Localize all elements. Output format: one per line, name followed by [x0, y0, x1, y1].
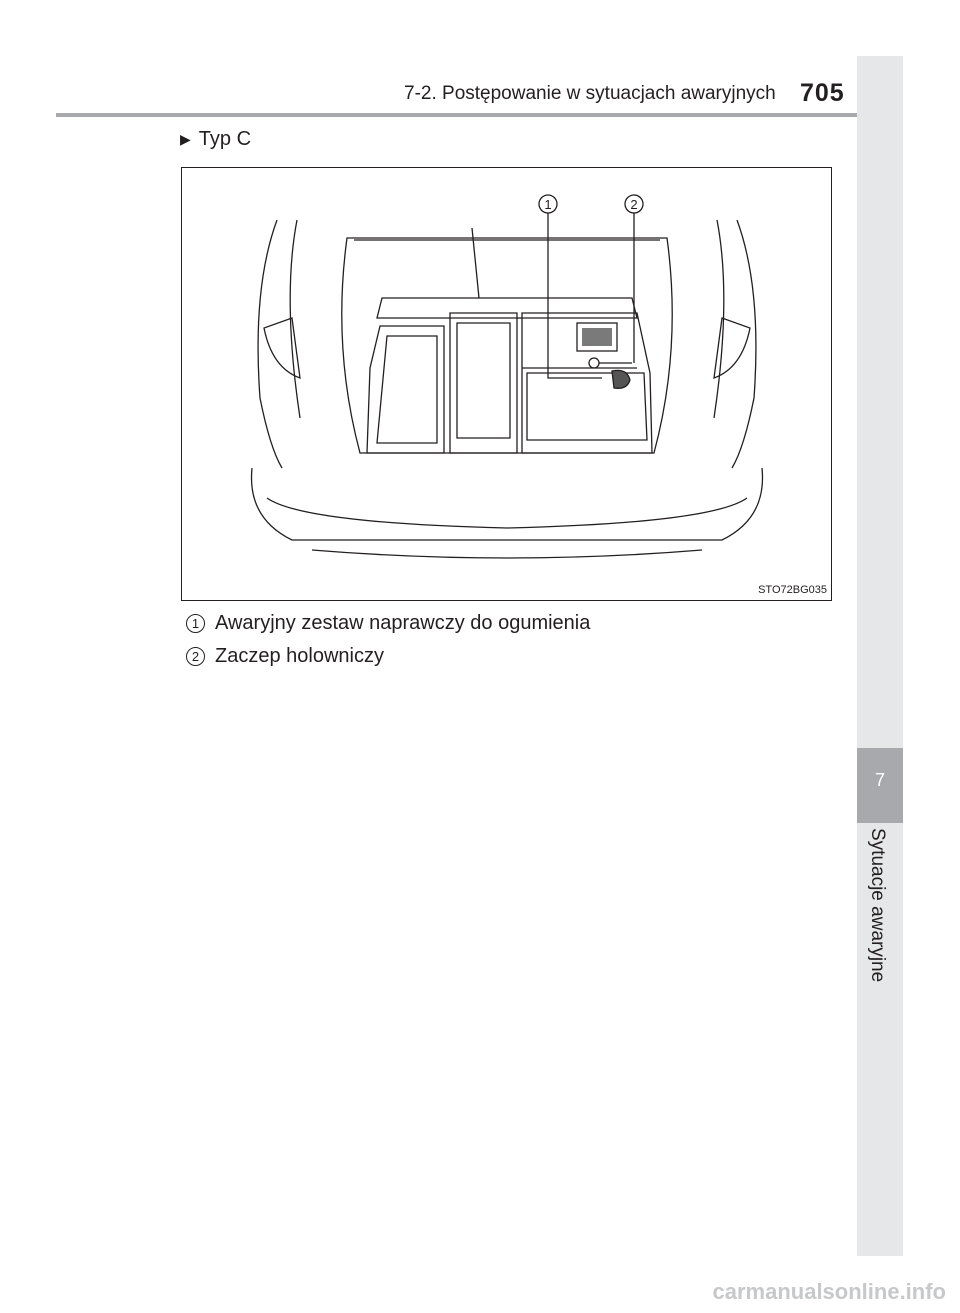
triangle-bullet-icon: ▶ [180, 131, 191, 147]
legend-text: Awaryjny zestaw naprawczy do ogumienia [215, 612, 591, 634]
page-number: 705 [800, 79, 845, 107]
callout-1-label: 1 [544, 197, 552, 212]
section-title: 7-2. Postępowanie w sytuacjach awaryjnych [404, 83, 776, 104]
chapter-label: Sytuacje awaryjne [867, 828, 888, 983]
type-heading-text: Typ C [198, 128, 252, 150]
figure-code: STO72BG035 [758, 584, 827, 596]
legend-number: 2 [186, 647, 205, 666]
chapter-sidebar [857, 56, 903, 1256]
watermark: carmanualsonline.info [712, 1279, 946, 1304]
callout-2-label: 2 [630, 197, 638, 212]
legend-item-1 [186, 612, 590, 635]
trunk-illustration [181, 167, 832, 601]
legend-text: Zaczep holowniczy [215, 645, 384, 667]
legend-number: 1 [186, 614, 205, 633]
type-heading [180, 128, 251, 151]
chapter-number: 7 [874, 770, 885, 790]
legend-item-2 [186, 645, 384, 668]
trunk-drawing [182, 168, 831, 600]
header-divider [56, 113, 903, 117]
